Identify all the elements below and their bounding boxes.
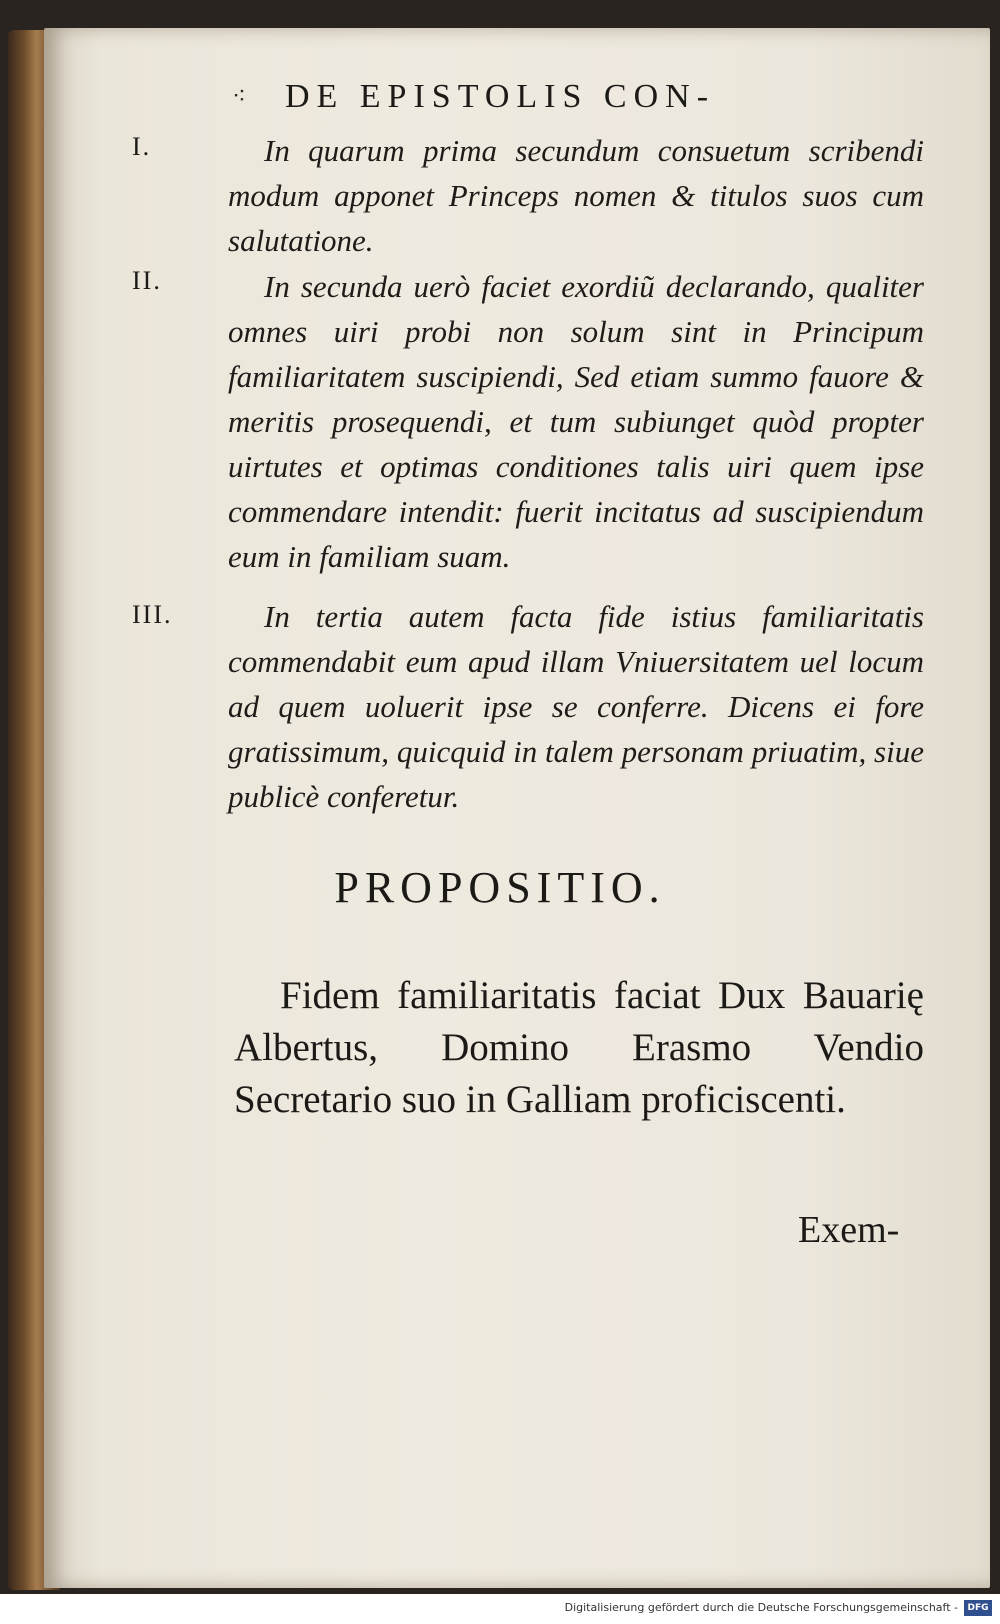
item-number-3: III. bbox=[132, 600, 173, 629]
item-text-2-content: In secunda uerò faciet exordiũ declarando, qualiter omnes uiri probi non solum sint in Principum familiaritatem suscipiendi, Sed etiam summo fauore & meritis prosequendi, et tum subiunget quòd propter uirtutes et optimas conditiones talis uiri quem ipse commendare intendit: fuerit incitatus ad suscipiendum eum in familiam suam. bbox=[228, 269, 924, 574]
section-heading: PROPOSITIO. bbox=[334, 863, 666, 912]
running-head: DE EPISTOLIS CON- bbox=[284, 78, 716, 115]
ornament-glyph: ⁖ bbox=[232, 82, 247, 110]
item-text-3-content: In tertia autem facta fide istius familiaritatis commendabit eum apud illam Vniuersitatem uel locum ad quem uoluerit ipse se conferre. Dicens ei fore gratissimum, quicquid in talem personam priuatim, siue publicè conferetur. bbox=[228, 599, 924, 814]
digitization-footer bbox=[0, 1594, 1000, 1624]
footer-credit: Digitalisierung gefördert durch die Deutsche Forschungsgemeinschaft - bbox=[564, 1601, 958, 1614]
item-text-1-content: In quarum prima secundum consuetum scribendi modum apponet Princeps nomen & titulos suos cum salutatione. bbox=[228, 133, 924, 258]
dfg-logo-icon: DFG bbox=[964, 1600, 992, 1616]
item-number-1: I. bbox=[132, 132, 152, 161]
item-text-2 bbox=[228, 264, 924, 579]
item-number-2: II. bbox=[132, 266, 162, 295]
proposition-content: Fidem familiaritatis faciat Dux Bauarię Albertus, Domino Erasmo Vendio Secretario suo in Galliam proficiscenti. bbox=[234, 974, 924, 1121]
item-text-3 bbox=[228, 594, 924, 819]
catchword: Exem- bbox=[798, 1209, 900, 1251]
item-text-1 bbox=[228, 128, 924, 263]
proposition-text bbox=[234, 970, 924, 1126]
